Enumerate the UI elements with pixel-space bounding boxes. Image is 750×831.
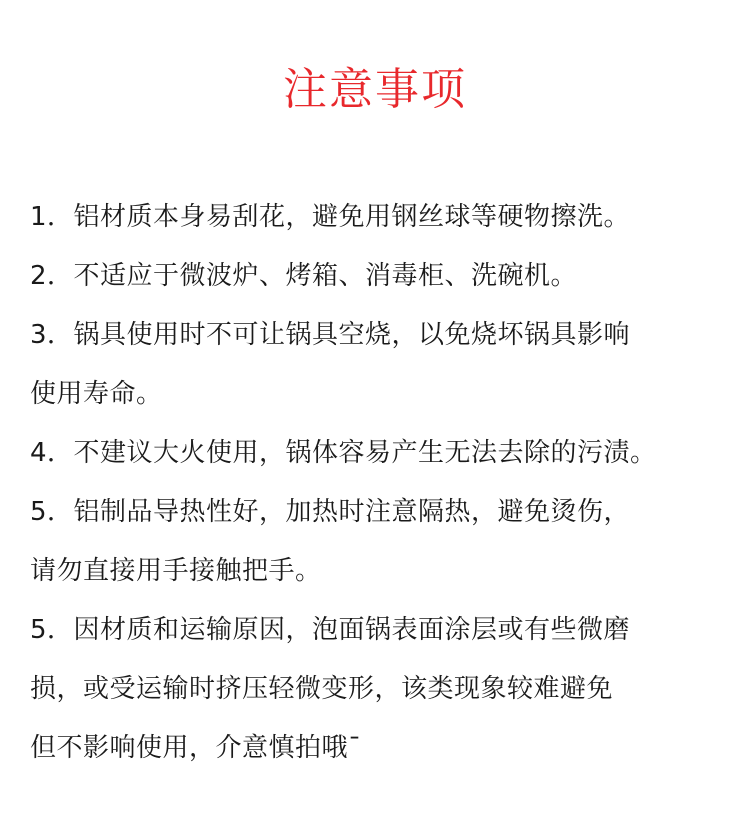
note-item-3-line-1: 3．锅具使用时不可让锅具空烧，以免烧坏锅具影响 — [30, 320, 631, 350]
note-item-1-line-1: 1．铝材质本身易刮花，避免用钢丝球等硬物擦洗。 — [30, 202, 631, 232]
note-item-2-line-1: 2．不适应于微波炉、烤箱、消毒柜、洗碗机。 — [30, 261, 578, 291]
note-item-5-line-1: 5．铝制品导热性好，加热时注意隔热，避免烫伤， — [30, 497, 631, 527]
note-item-3-line-2: 使用寿命。 — [30, 379, 163, 409]
page-title: 注意事项 — [283, 64, 467, 115]
note-item-6-line-2: 损，或受运输时挤压轻微变形，该类现象较难避免 — [30, 674, 614, 704]
note-item-6-line-1: 5．因材质和运输原因，泡面锅表面涂层或有些微磨 — [30, 615, 631, 645]
note-item-6-line-3: 但不影响使用，介意慎拍哦ˉ — [30, 733, 362, 763]
notes-list — [30, 188, 730, 778]
note-item-4-line-1: 4．不建议大火使用，锅体容易产生无法去除的污渍。 — [30, 438, 657, 468]
note-item-5-line-2: 请勿直接用手接触把手。 — [30, 556, 322, 586]
